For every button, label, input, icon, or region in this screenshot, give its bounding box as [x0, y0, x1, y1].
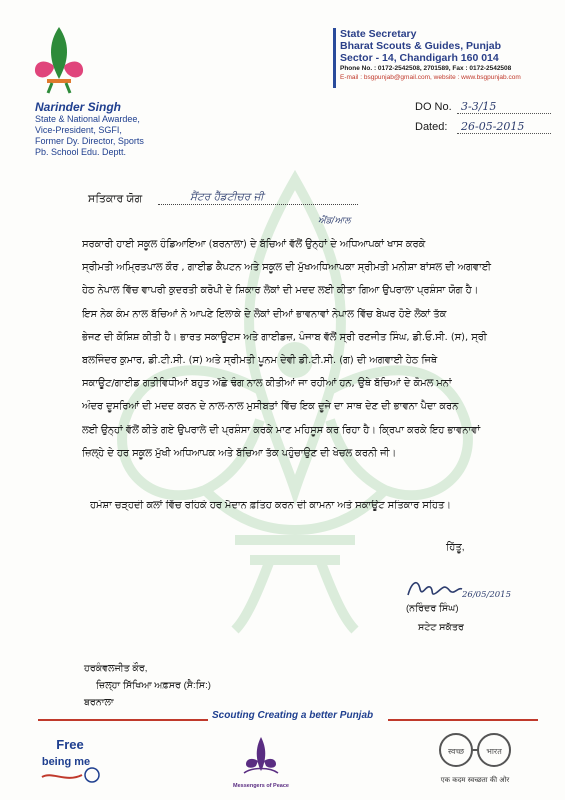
org-block — [340, 28, 555, 82]
bharat-scouts-logo-icon — [33, 25, 85, 95]
header-divider — [333, 28, 336, 88]
peace-logo-text: Messengers of Peace — [233, 783, 289, 789]
sender-line: Pb. School Edu. Deptt. — [35, 147, 127, 157]
recipient-line: ਜ਼ਿਲ੍ਹਾ ਸਿੱਖਿਆ ਅਫ਼ਸਰ (ਸੈ:ਸਿ:) — [96, 680, 211, 691]
body-line: ਸਕਾਊਟ/ਗਾਈਡ ਗਤੀਵਿਧੀਆਂ ਬਹੁਤ ਅੱਛੇ ਢੰਗ ਨਾਲ ਕੀਤੀਆਂ ਜਾ ਰਹੀਆਂ ਹਨ, ਉਥੇ ਬੱਚਿਆਂ ਦੇ ਕੋਮਲ ਮਨਾਂ — [82, 378, 452, 390]
swachh-slogan: एक कदम स्वच्छता की ओर — [440, 776, 510, 784]
signatory-designation: ਸਟੇਟ ਸਕੱਤਰ — [418, 622, 464, 633]
body-line: ਸ੍ਰੀਮਤੀ ਅਮ੍ਰਿਤਪਾਲ ਕੌਰ , ਗਾਈਡ ਕੈਪਟਨ ਅਤੇ ਸਕੂਲ ਦੀ ਮੁੱਖਅਧਿਆਪਕਾ ਸ੍ਰੀਮਤੀ ਮਨੀਸ਼ਾ ਬਾਂਸਲ ਦੀ ਅਗਵਾਈ — [82, 262, 491, 274]
org-name: Bharat Scouts & Guides, Punjab — [340, 40, 502, 52]
sender-line: Former Dy. Director, Sports — [35, 136, 144, 146]
body-line: ਜ਼ਿਲ੍ਹੇ ਦੇ ਹਰ ਸਕੂਲ ਮੁੱਖੀ ਅਧਿਆਪਕ ਅਤੇ ਬੱਚਿਆ ਤੱਕ ਪਹੁੰਚਾਉਣ ਦੀ ਖੇਚਲ ਕਰਨੀ ਜੀ। — [82, 447, 397, 459]
recipient-block — [84, 660, 211, 711]
free-logo-subword: being me — [41, 756, 91, 768]
org-address: Sector - 14, Chandigarh 160 014 — [340, 52, 499, 64]
body-line: ਬਲਜਿੰਦਰ ਕੁਮਾਰ, ਡੀ.ਟੀ.ਸੀ. (ਸ) ਅਤੇ ਸ੍ਰੀਮਤੀ ਪੂਨਮ ਦੇਵੀ ਡੀ.ਟੀ.ਸੀ. (ਗ) ਦੀ ਅਗਵਾਈ ਹੇਠ ਜਿਥੇ — [82, 355, 438, 367]
org-phone: Phone No. : 0172-2542508, 2701589, Fax : 0172-2542508 — [340, 65, 512, 72]
yours-faithfully: ਹਿੱਤੂ, — [446, 542, 465, 553]
addressee-handwriting: ਸੈਂਟਰ ਹੈੱਡਟੀਚਰ ਜੀ — [190, 191, 264, 203]
dated-label: Dated: — [415, 121, 448, 133]
free-being-me-logo-icon — [38, 733, 102, 785]
sender-line: Vice-President, SGFI, — [35, 125, 122, 135]
do-number-row — [415, 100, 555, 120]
footer-rule-right — [388, 719, 538, 721]
signatory-name: (ਨਰਿੰਦਰ ਸਿੰਘ) — [406, 603, 459, 614]
free-logo-word: Free — [56, 737, 84, 752]
sender-block — [35, 100, 195, 158]
salutation: ਸਤਿਕਾਰ ਯੋਗ — [88, 193, 143, 205]
salutation-dotted-line — [158, 204, 358, 205]
body-line: ਅੰਦਰ ਦੂਸਰਿਆਂ ਦੀ ਮਦਦ ਕਰਨ ਦੇ ਨਾਲ-ਨਾਲ ਮੁਸੀਬਤਾਂ ਵਿੱਚ ਇਕ ਦੂਜੇ ਦਾ ਸਾਥ ਦੇਣ ਦੀ ਭਾਵਨਾ ਪੈਦਾ ਕਰਨ — [82, 401, 459, 413]
reference-block — [415, 100, 555, 140]
swachh-bharat-logo-icon — [410, 730, 540, 792]
body-line: ਭੇਜਣ ਦੀ ਕੋਸ਼ਿਸ਼ ਕੀਤੀ ਹੈ। ਭਾਰਤ ਸਕਾਊਟਸ ਅਤੇ ਗਾਈਡਜ਼, ਪੰਜਾਬ ਵੱਲੋਂ ਸ੍ਰੀ ਰਣਜੀਤ ਸਿੰਘ, ਡੀ.ਓ.ਸੀ. (ਸ), ਸ੍ਰੀ — [82, 331, 487, 343]
footer-rule-left — [38, 719, 208, 721]
sender-name: Narinder Singh — [35, 100, 122, 114]
swachh-word: स्वच्छ — [447, 747, 465, 756]
do-value: 3-3/15 — [457, 100, 551, 114]
body-line: ਲਈ ਉਨ੍ਹਾਂ ਵੱਲੋਂ ਕੀਤੇ ਗਏ ਉਪਰਾਲੇ ਦੀ ਪ੍ਰਸ਼ੰਸਾ ਕਰਕੇ ਮਾਣ ਮਹਿਸੂਸ ਕਰ ਰਿਹਾ ਹੈ। ਕ੍ਰਿਪਾ ਕਰਕੇ ਇਹ ਭਾਵਨਾਵਾਂ — [82, 424, 481, 436]
signature-date: 26/05/2015 — [462, 590, 511, 600]
sender-line: State & National Awardee, — [35, 114, 140, 124]
org-email: E-mail : bsgpunjab@gmail.com, website : www.bsgpunjab.com — [340, 74, 521, 81]
do-label: DO No. — [415, 101, 452, 113]
bharat-word: भारत — [486, 747, 502, 756]
margin-note-handwriting: ਐਂਡ/ਆਲ — [318, 216, 351, 226]
org-title: State Secretary — [340, 28, 417, 40]
dated-row — [415, 120, 555, 140]
body-line: ਹੇਠ ਨੇਪਾਲ ਵਿੱਚ ਵਾਪਰੀ ਕੁਦਰਤੀ ਕਰੋਪੀ ਦੇ ਸ਼ਿਕਾਰ ਲੋਕਾਂ ਦੀ ਮਦਦ ਲਈ ਕੀਤਾ ਗਿਆ ਉਪਰਾਲਾ ਪ੍ਰਸ਼ੰਸਾ ਯੋਗ ਹੈ। — [82, 285, 479, 297]
body-line: ਸਰਕਾਰੀ ਹਾਈ ਸਕੂਲ ਹੰਡਿਆਇਆ (ਬਰਨਾਲਾ) ਦੇ ਬੱਚਿਆਂ ਵੱਲੋਂ ਉਨ੍ਹਾਂ ਦੇ ਅਧਿਆਪਕਾਂ ਖਾਸ ਕਰਕੇ — [82, 239, 426, 250]
recipient-line: ਹਰਕੰਵਲਜੀਤ ਕੌਰ, — [84, 663, 148, 674]
messengers-of-peace-logo-icon — [226, 733, 296, 791]
recipient-line: ਬਰਨਾਲਾ — [84, 697, 114, 708]
letter-body — [82, 233, 510, 465]
footer-tagline: Scouting Creating a better Punjab — [212, 710, 374, 721]
closing-line: ਹਮੇਸ਼ਾ ਚੜ੍ਹਦੀ ਕਲਾਂ ਵਿੱਚ ਰਹਿਕੇ ਹਰ ਮੈਦਾਨ ਫ਼ਤਿਹ ਕਰਨ ਦੀ ਕਾਮਨਾ ਅਤੇ ਸਕਾਊਟ ਸਤਿਕਾਰ ਸਹਿਤ। — [90, 500, 451, 511]
dated-value: 26-05-2015 — [457, 120, 551, 134]
body-line: ਇਸ ਨੇਕ ਕੰਮ ਨਾਲ ਬੱਚਿਆਂ ਨੇ ਆਪਣੇ ਇਲਾਕੇ ਦੇ ਲੋਕਾਂ ਦੀਆਂ ਭਾਵਨਾਵਾਂ ਨੇਪਾਲ ਵਿੱਚ ਬੇਘਰ ਹੋਏ ਲੋਕਾਂ ਤੱਕ — [82, 308, 447, 320]
